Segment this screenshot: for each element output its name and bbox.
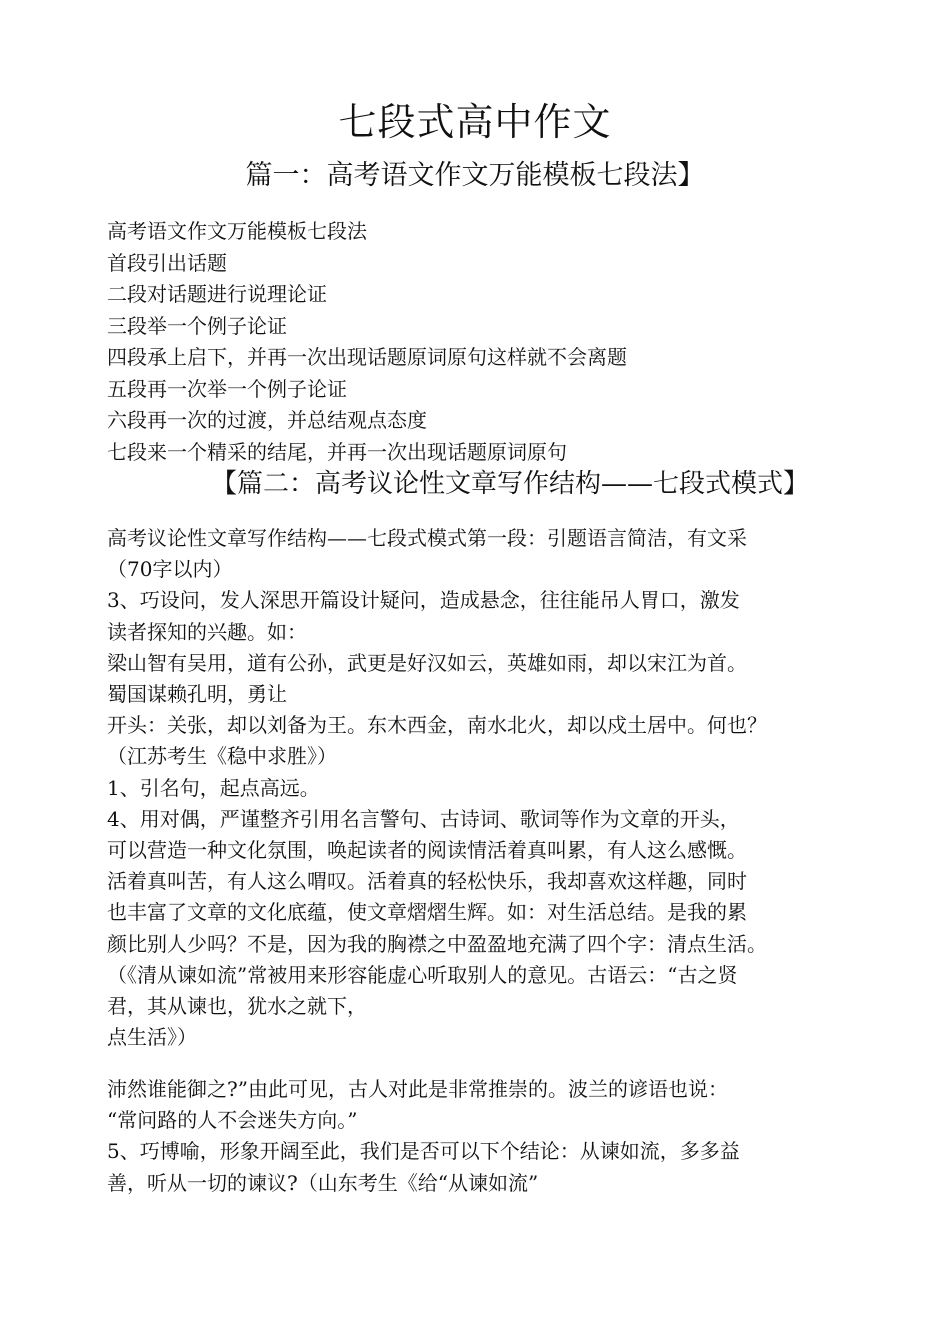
body-line: 三段举一个例子论证 — [107, 313, 287, 338]
body-line: 梁山智有吴用，道有公孙，武更是好汉如云，英雄如雨，却以宋江为首。 — [107, 650, 747, 675]
body-line: 点生活》） — [107, 1025, 197, 1050]
body-line: （70字以内） — [107, 557, 233, 582]
section1-body — [107, 216, 897, 468]
body-line: 沛然谁能御之?”由此可见，古人对此是非常推崇的。波兰的谚语也说： — [107, 1077, 728, 1101]
section2-body-continued — [107, 1074, 897, 1199]
body-line: 3、巧设问，发人深思开篇设计疑问，造成悬念，往往能吊人胃口，激发 — [107, 588, 740, 613]
body-line: 七段来一个精采的结尾，并再一次出现话题原词原句 — [107, 439, 567, 464]
body-line: 六段再一次的过渡，并总结观点态度 — [107, 408, 427, 432]
body-line: 1、引名句，起点高远。 — [107, 775, 320, 800]
body-line: 蜀国谋赖孔明，勇让 — [107, 682, 287, 707]
body-line: 5、巧博喻，形象开阔至此，我们是否可以下个结论：从谏如流，多多益 — [107, 1139, 740, 1164]
body-line: 首段引出话题 — [107, 250, 227, 275]
body-line: 高考语文作文万能模板七段法 — [107, 219, 367, 243]
body-line: 四段承上启下，并再一次出现话题原词原句这样就不会离题 — [107, 345, 627, 369]
body-line: 善，听从一切的谏议?（山东考生《给“从谏如流” — [107, 1170, 539, 1195]
body-line: （《清从谏如流”常被用来形容能虚心听取别人的意见。古语云：“古之贤 — [107, 962, 738, 987]
body-line: 颜比别人少吗？不是，因为我的胸襟之中盈盈地充满了四个字：清点生活。 — [107, 931, 767, 956]
body-line: 读者探知的兴趣。如： — [107, 619, 307, 644]
body-line: 开头：关张，却以刘备为王。东木西金，南水北火，却以戍土居中。何也？ — [107, 713, 767, 738]
body-line: 君，其从谏也，犹水之就下， — [107, 994, 367, 1019]
body-line: “常问路的人不会迷失方向。” — [107, 1108, 358, 1133]
body-line: 也丰富了文章的文化底蕴，使文章熠熠生辉。如：对生活总结。是我的累 — [107, 900, 747, 925]
body-line: 4、用对偶，严谨整齐引用名言警句、古诗词、歌词等作为文章的开头， — [107, 806, 740, 831]
section1-heading: 篇一：高考语文作文万能模板七段法】 — [245, 160, 705, 191]
body-line: 可以营造一种文化氛围，唤起读者的阅读情活着真叫累，有人这么感慨。 — [107, 838, 747, 863]
body-line: 活着真叫苦，有人这么喟叹。活着真的轻松快乐，我却喜欢这样趣，同时 — [107, 869, 747, 894]
section2-body — [107, 523, 897, 1053]
body-line: 二段对话题进行说理论证 — [107, 282, 327, 306]
body-line: （江苏考生《稳中求胜》） — [107, 744, 337, 769]
body-line: 五段再一次举一个例子论证 — [107, 376, 347, 401]
body-line: 高考议论性文章写作结构——七段式模式第一段：引题语言简洁，有文采 — [107, 526, 747, 550]
section2-heading: 【篇二：高考议论性文章写作结构——七段式模式】 — [210, 469, 809, 499]
page-title: 七段式高中作文 — [338, 100, 612, 144]
